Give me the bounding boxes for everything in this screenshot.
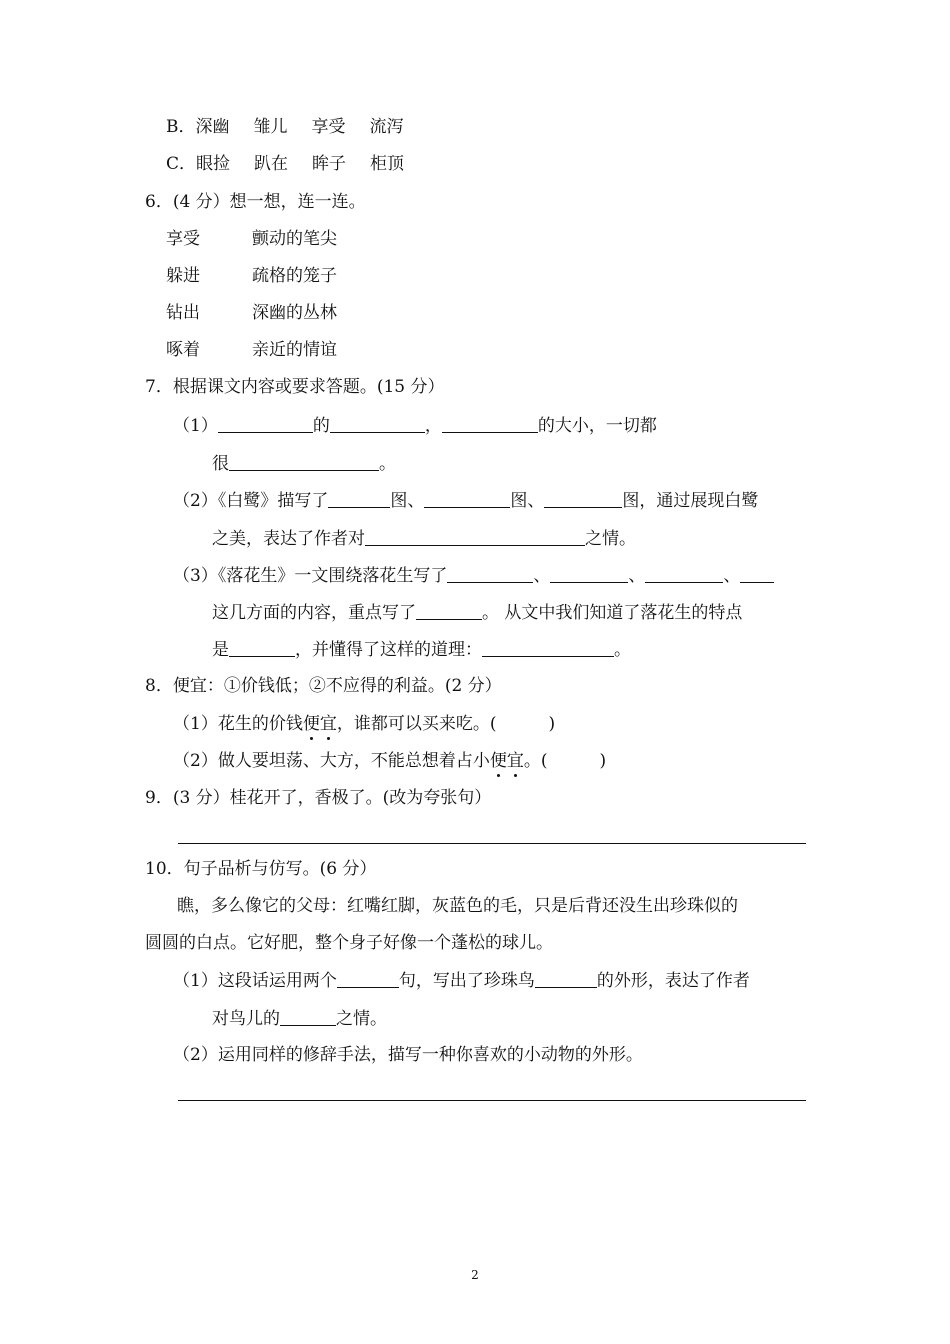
page-number: 2 [471, 1268, 479, 1282]
q6-title: 6．(4 分）想一想，连一连。 [145, 192, 366, 212]
answer-blank[interactable] [328, 489, 390, 508]
q7-p3-sep: 、 [723, 566, 741, 586]
answer-blank[interactable] [337, 969, 399, 988]
answer-line[interactable] [178, 1100, 806, 1101]
answer-blank[interactable] [280, 1007, 336, 1026]
q7-p2-text: 图、 [390, 491, 425, 511]
answer-blank[interactable] [218, 414, 313, 433]
q7-part3-line3 [212, 638, 631, 661]
q7-part3-line1 [173, 564, 774, 587]
q7-part3-line2 [212, 601, 742, 624]
q5-c-word: 眼捡 [196, 154, 231, 174]
q5-option-c [166, 153, 404, 175]
answer-blank[interactable] [645, 564, 723, 583]
q7-p3-text: 这几方面的内容，重点写了 [212, 603, 416, 623]
q7-p3-sep: 、 [533, 566, 551, 586]
q10-p1-text: 句，写出了珍珠鸟 [398, 971, 535, 991]
q8-sentence-1 [173, 713, 555, 735]
q10-p1-text: 之情。 [336, 1009, 387, 1029]
q7-p1-text: 的大小，一切都 [537, 416, 657, 436]
q5-b-label: B． [166, 117, 196, 137]
q5-c-word: 眸子 [312, 154, 347, 174]
q10-passage-line1: 瞧，多么像它的父母：红嘴红脚，灰蓝色的毛，只是后背还没生出珍珠似的 [177, 896, 738, 916]
q5-c-word: 趴在 [254, 154, 289, 174]
answer-line[interactable] [178, 843, 806, 844]
q7-p3-sep: 、 [628, 566, 646, 586]
q5-c-label: C． [166, 154, 197, 174]
answer-blank[interactable] [535, 969, 597, 988]
q10-p1-text: （1）这段话运用两个 [173, 971, 337, 991]
q8-s1-close: ) [548, 714, 556, 734]
q7-p3-text: 是 [212, 640, 229, 660]
q5-c-word: 柜顶 [370, 154, 405, 174]
answer-blank[interactable] [424, 489, 510, 508]
q6-left-item: 躲进 [166, 266, 200, 286]
q5-b-word: 享受 [311, 117, 346, 137]
q5-option-b [166, 116, 404, 138]
q7-p1-text: 的 [312, 416, 330, 436]
answer-blank[interactable] [550, 564, 628, 583]
answer-blank[interactable] [447, 564, 533, 583]
q10-part1-line1 [173, 969, 750, 992]
q8-s1-text: （1）花生的价钱 [173, 714, 303, 734]
q7-part1-line1 [173, 414, 657, 437]
emphasis-dotted-char: 便 [489, 751, 507, 771]
q6-match-row [166, 302, 337, 324]
q6-left-item: 啄着 [166, 340, 200, 360]
answer-blank[interactable] [365, 527, 585, 546]
q7-p3-text: 。 [614, 640, 631, 660]
q7-p1-text: ， [424, 416, 442, 436]
q7-part1-line2 [212, 452, 396, 475]
q7-p3-text: ，并懂得了这样的道理： [295, 640, 482, 660]
q6-right-item: 亲近的情谊 [252, 340, 337, 360]
q6-match-row [166, 339, 337, 361]
q5-b-word: 深幽 [195, 117, 230, 137]
q7-p1-text: （1） [173, 416, 218, 436]
q8-s2-close: ) [599, 751, 607, 771]
q7-p1-text: 很 [212, 454, 229, 474]
q9-title: 9．(3 分）桂花开了，香极了。(改为夸张句） [145, 788, 492, 808]
q7-p2-text: 之美，表达了作者对 [212, 529, 365, 549]
q7-part2-line1 [173, 489, 758, 512]
q7-p3-text: 。 从文中我们知道了落花生的特点 [482, 603, 743, 623]
emphasis-dotted-char: 宜 [506, 751, 524, 771]
emphasis-dotted-char: 宜 [319, 714, 337, 734]
q6-match-row [166, 265, 337, 287]
q7-p1-text: 。 [379, 454, 396, 474]
emphasis-dotted-char: 便 [302, 714, 320, 734]
answer-blank[interactable] [229, 452, 379, 471]
answer-blank[interactable] [229, 638, 295, 657]
q6-match-row [166, 228, 337, 250]
q10-passage-line2: 圆圆的白点。它好肥，整个身子好像一个蓬松的球儿。 [145, 933, 553, 953]
q6-right-item: 疏格的笼子 [252, 266, 337, 286]
q8-sentence-2 [173, 750, 606, 772]
answer-blank[interactable] [442, 414, 538, 433]
q7-p3-text: （3）《落花生》一文围绕落花生写了 [173, 566, 448, 586]
answer-blank[interactable] [740, 564, 774, 583]
q10-part2: （2）运用同样的修辞手法，描写一种你喜欢的小动物的外形。 [173, 1045, 643, 1065]
q8-s2-text: （2）做人要坦荡、大方，不能总想着占小 [173, 751, 490, 771]
q6-left-item: 享受 [166, 229, 200, 249]
q10-p1-text: 的外形，表达了作者 [596, 971, 750, 991]
q8-s1-text: ，谁都可以买来吃。( [336, 714, 497, 734]
q10-title: 10．句子品析与仿写。(6 分） [145, 859, 377, 879]
q8-title: 8．便宜：①价钱低；②不应得的利益。(2 分） [145, 676, 502, 696]
q7-p2-text: 之情。 [585, 529, 636, 549]
q8-s2-text: 。( [523, 751, 548, 771]
q7-part2-line2 [212, 527, 636, 550]
q6-right-item: 颤动的笔尖 [252, 229, 337, 249]
q5-b-word: 流泻 [369, 117, 404, 137]
q5-b-word: 雏儿 [253, 117, 288, 137]
q6-right-item: 深幽的丛林 [252, 303, 337, 323]
answer-blank[interactable] [416, 601, 482, 620]
q7-p2-text: 图、 [510, 491, 545, 511]
q7-p2-text: 图，通过展现白鹭 [622, 491, 759, 511]
q6-left-item: 钻出 [166, 303, 200, 323]
answer-blank[interactable] [544, 489, 622, 508]
q7-title: 7．根据课文内容或要求答题。(15 分） [145, 377, 445, 397]
answer-blank[interactable] [482, 638, 614, 657]
q10-p1-text: 对鸟儿的 [212, 1009, 280, 1029]
answer-blank[interactable] [330, 414, 425, 433]
q10-part1-line2 [212, 1007, 387, 1030]
q7-p2-text: （2）《白鹭》描写了 [173, 491, 329, 511]
